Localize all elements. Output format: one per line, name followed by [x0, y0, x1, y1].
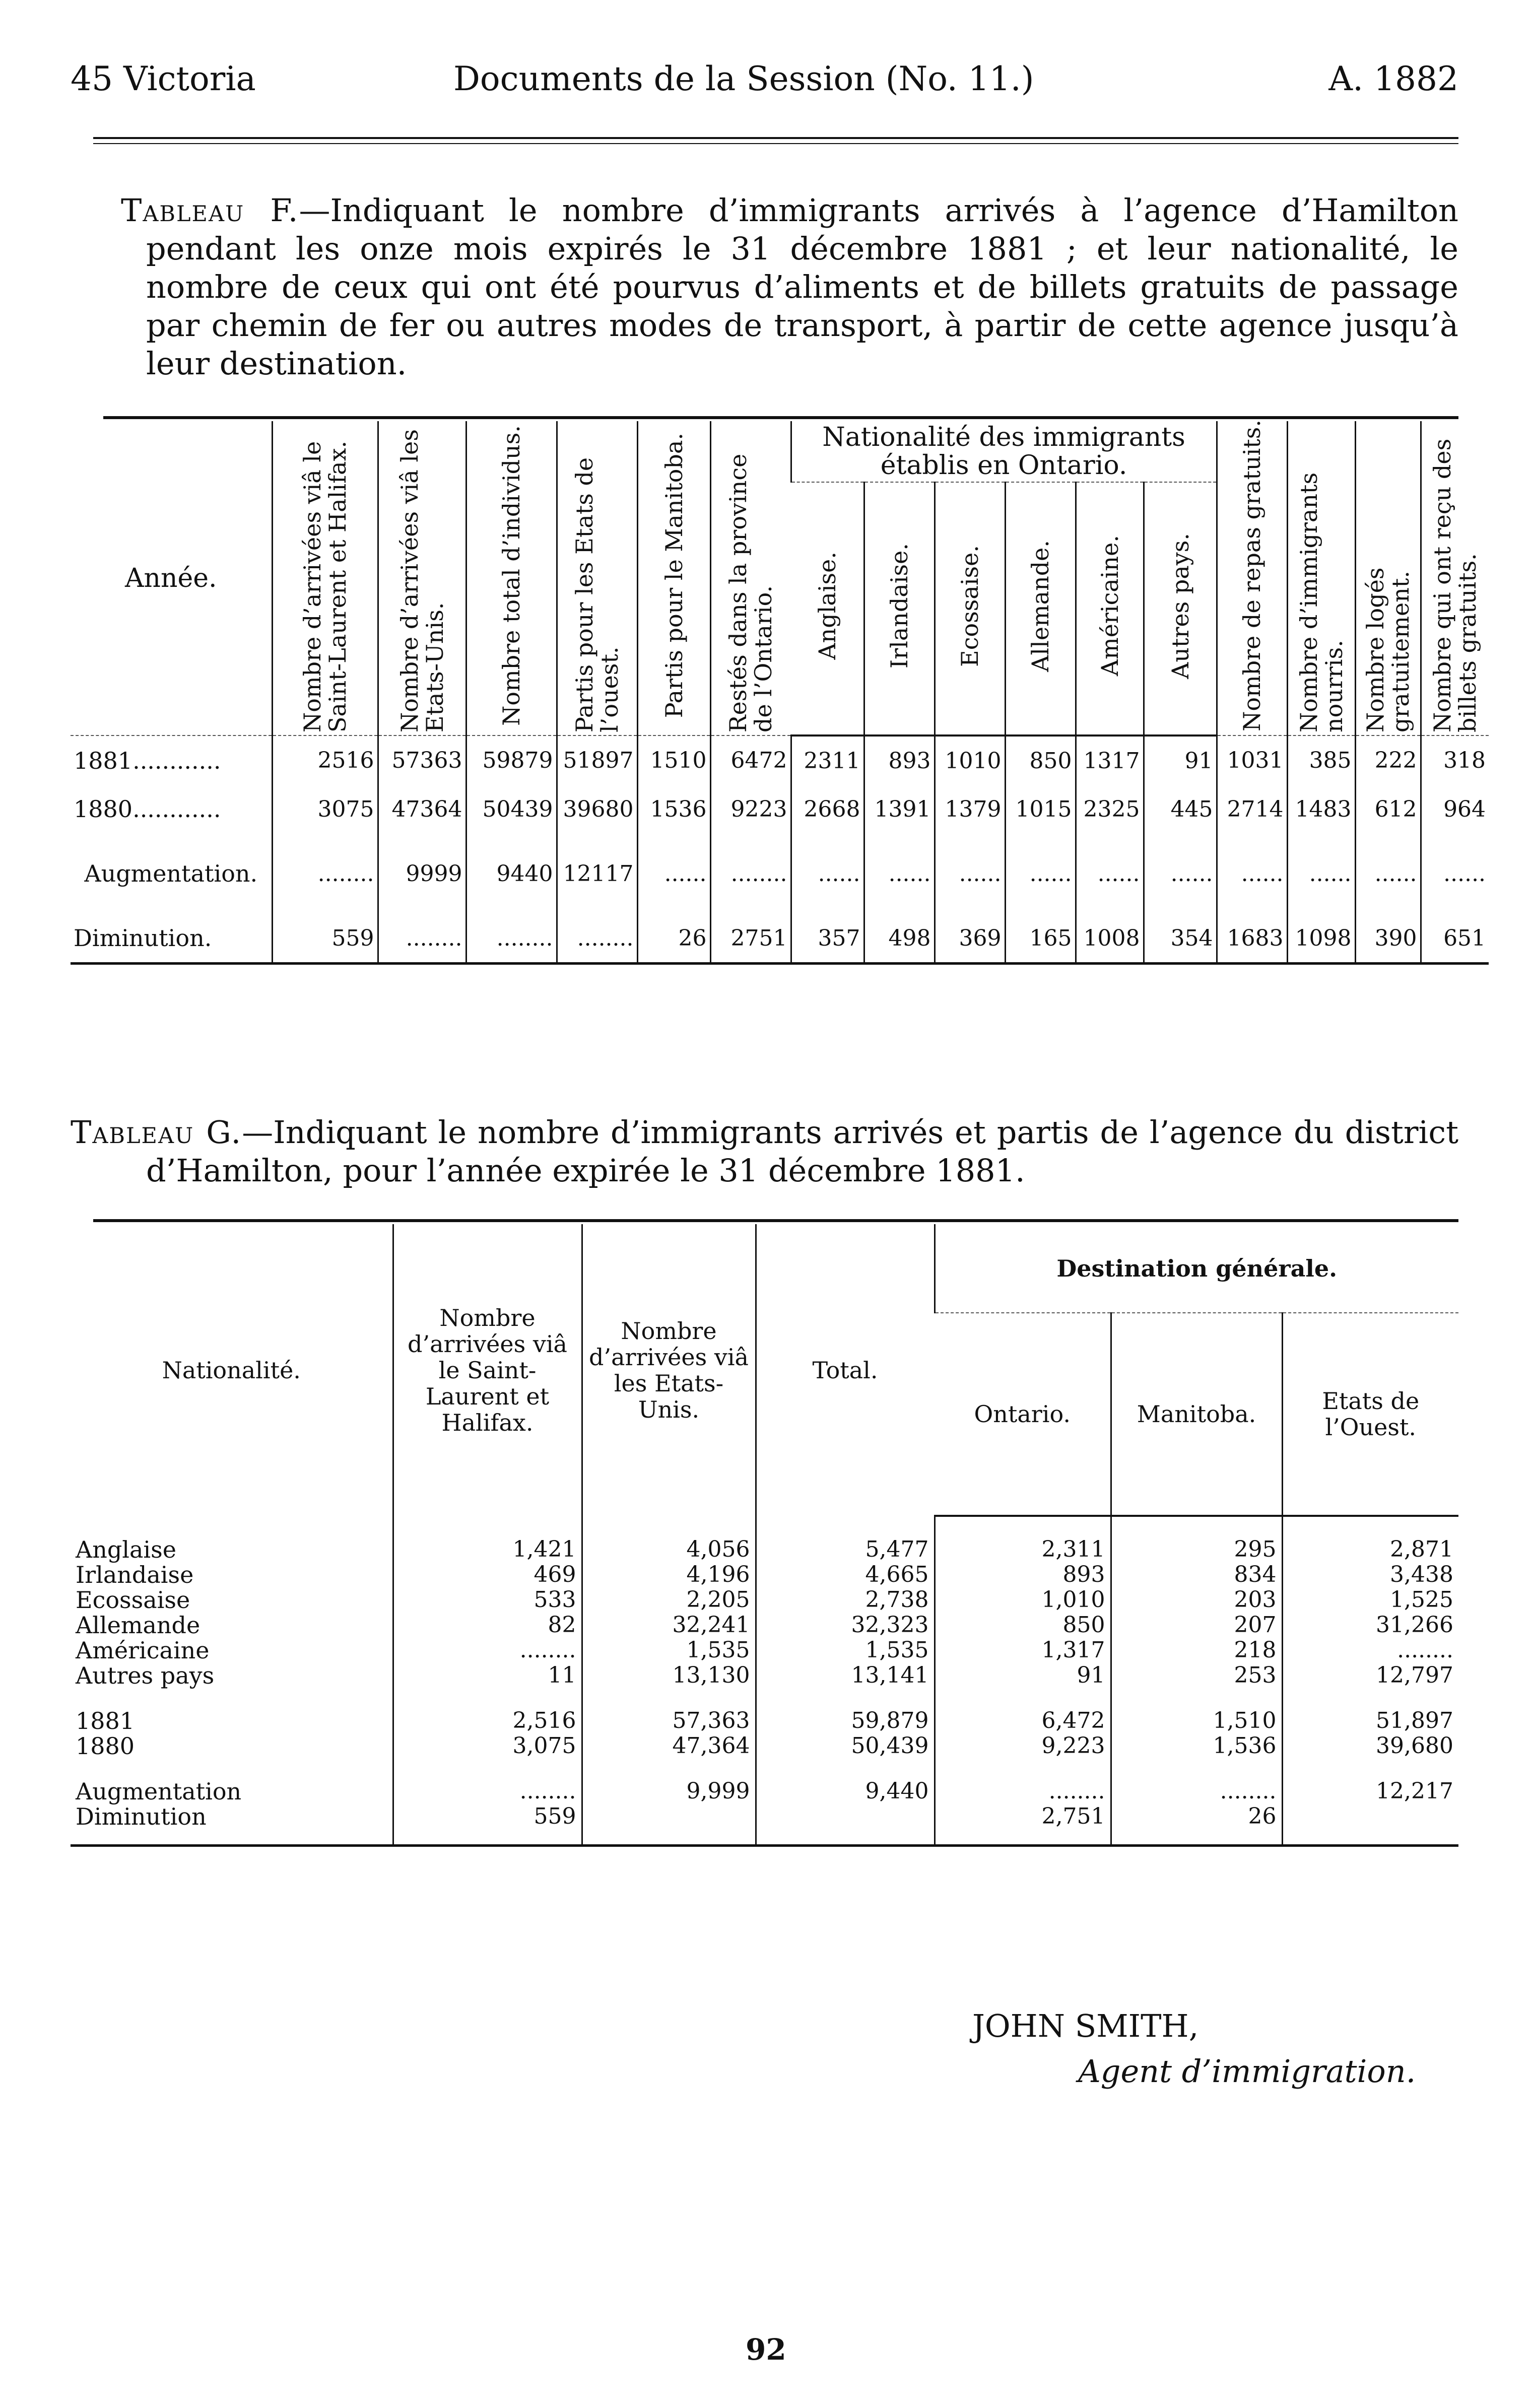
cell: 2,751 — [935, 1804, 1111, 1846]
cell: 39,680 — [1282, 1733, 1458, 1759]
cell: 50439 — [466, 785, 557, 833]
cell: 498 — [864, 914, 935, 964]
cell: ...... — [1076, 833, 1144, 914]
cell: 850 — [1005, 735, 1076, 785]
table-g — [71, 1224, 1458, 1847]
cell: 51897 — [557, 735, 637, 785]
table-row — [71, 1708, 1458, 1733]
row-label: Américaine — [76, 1637, 210, 1664]
cell: 357 — [791, 914, 864, 964]
col-destination: Destination générale. — [935, 1224, 1458, 1313]
col-irlandaise: Irlandaise. — [864, 482, 935, 735]
cell: 1483 — [1287, 785, 1355, 833]
cell: 91 — [1144, 735, 1217, 785]
signature-title: Agent d’immigration. — [1078, 2053, 1416, 2090]
cell: ........ — [272, 833, 378, 914]
cell: 2751 — [710, 914, 791, 964]
cell: 1031 — [1217, 735, 1287, 785]
col-partis-manitoba: Partis pour le Manitoba. — [637, 421, 710, 735]
row-label: 1881............ — [74, 747, 221, 774]
cell: 1,317 — [935, 1638, 1111, 1663]
header-right: A. 1882 — [1328, 59, 1458, 98]
cell: 2668 — [791, 785, 864, 833]
row-label: Diminution — [71, 1804, 393, 1846]
cell: 1,421 — [393, 1537, 582, 1562]
cell: 1317 — [1076, 735, 1144, 785]
cell: ...... — [1217, 833, 1287, 914]
cell: 4,056 — [582, 1537, 756, 1562]
cell: 31,266 — [1282, 1613, 1458, 1638]
col-partis-ouest: Partis pour les Etats de l’ouest. — [557, 421, 637, 735]
row-label: Irlandaise — [76, 1561, 194, 1588]
col-anglaise: Anglaise. — [791, 482, 864, 735]
col-manitoba: Manitoba. — [1111, 1313, 1282, 1516]
table-row — [71, 914, 1489, 964]
row-label: 1881 — [76, 1707, 135, 1734]
cell: 1,535 — [756, 1638, 935, 1663]
col-ecossaise: Ecossaise. — [935, 482, 1005, 735]
cell: 32,241 — [582, 1613, 756, 1638]
header-left: 45 Victoria — [71, 59, 256, 98]
cell: 82 — [393, 1613, 582, 1638]
table-row — [71, 735, 1489, 785]
cell: 369 — [935, 914, 1005, 964]
cell: ...... — [791, 833, 864, 914]
cell: 57,363 — [582, 1708, 756, 1733]
cell: 893 — [935, 1562, 1111, 1587]
col-total: Nombre total d’individus. — [466, 421, 557, 735]
cell: 32,323 — [756, 1613, 935, 1638]
cell: ...... — [935, 833, 1005, 914]
cell: 3,075 — [393, 1733, 582, 1759]
header-rule-thin — [93, 143, 1458, 144]
cell: 12,217 — [1282, 1779, 1458, 1804]
cell: ........ — [557, 914, 637, 964]
cell: 59879 — [466, 735, 557, 785]
cell: 390 — [1355, 914, 1421, 964]
col-loges: Nombre logés gratuitement. — [1355, 421, 1421, 735]
table-row — [71, 785, 1489, 833]
col-repas: Nombre de repas gratuits. — [1217, 421, 1287, 735]
cell: 11 — [393, 1663, 582, 1688]
cell: 559 — [393, 1804, 582, 1846]
table-row — [71, 1779, 1458, 1804]
cell: 12,797 — [1282, 1663, 1458, 1688]
cell: 3075 — [272, 785, 378, 833]
col-group-nationalite: Nationalité des immigrants établis en Ontario. — [791, 421, 1217, 482]
cell: 2,311 — [935, 1537, 1111, 1562]
cell: 354 — [1144, 914, 1217, 964]
cell: 1010 — [935, 735, 1005, 785]
cell: 203 — [1111, 1587, 1282, 1613]
col-arrivees-sl: Nombre d’arrivées viâ le Saint-Laurent et Halifax. — [393, 1224, 582, 1516]
tableau-g-lead: Tableau G. — [71, 1114, 242, 1151]
cell: ........ — [393, 1638, 582, 1663]
cell: 6472 — [710, 735, 791, 785]
cell: 612 — [1355, 785, 1421, 833]
cell: 1536 — [637, 785, 710, 833]
cell: 9999 — [378, 833, 466, 914]
col-arrivees-sl: Nombre d’arrivées viâ le Saint-Laurent et Halifax. — [272, 421, 378, 735]
col-americaine: Américaine. — [1076, 482, 1144, 735]
cell: 207 — [1111, 1613, 1282, 1638]
header-rule — [93, 137, 1458, 139]
cell: 165 — [1005, 914, 1076, 964]
cell: ........ — [466, 914, 557, 964]
cell: 39680 — [557, 785, 637, 833]
cell: 964 — [1421, 785, 1489, 833]
cell: 1,010 — [935, 1587, 1111, 1613]
cell: 318 — [1421, 735, 1489, 785]
signature-name: JOHN SMITH, — [972, 2008, 1199, 2044]
row-label: Autres pays — [76, 1662, 215, 1689]
col-arrivees-eu: Nombre d’arrivées viâ les Etats-Unis. — [378, 421, 466, 735]
row-label: Allemande — [76, 1612, 201, 1639]
table-row — [71, 1537, 1458, 1562]
row-label: Ecossaise — [76, 1586, 190, 1614]
cell: 57363 — [378, 735, 466, 785]
cell: 6,472 — [935, 1708, 1111, 1733]
cell: 1683 — [1217, 914, 1287, 964]
cell: 26 — [637, 914, 710, 964]
table-row — [71, 1587, 1458, 1613]
cell: 2516 — [272, 735, 378, 785]
cell: 13,141 — [756, 1663, 935, 1688]
cell: 1,525 — [1282, 1587, 1458, 1613]
cell: 2,516 — [393, 1708, 582, 1733]
row-label: Augmentation — [76, 1778, 242, 1805]
col-autres-pays: Autres pays. — [1144, 482, 1217, 735]
cell: 47364 — [378, 785, 466, 833]
header-center: Documents de la Session (No. 11.) — [453, 59, 1034, 98]
cell: 893 — [864, 735, 935, 785]
col-annee: Année. — [71, 421, 272, 735]
cell: 469 — [393, 1562, 582, 1587]
cell: 222 — [1355, 735, 1421, 785]
cell: 1,535 — [582, 1638, 756, 1663]
page-number: 92 — [746, 2332, 786, 2367]
table-f — [71, 421, 1489, 965]
cell: 218 — [1111, 1638, 1282, 1663]
cell: 3,438 — [1282, 1562, 1458, 1587]
cell: 651 — [1421, 914, 1489, 964]
row-label: 1880............ — [74, 795, 221, 823]
cell: ...... — [1287, 833, 1355, 914]
table-g-top-rule — [93, 1219, 1458, 1222]
table-row — [71, 833, 1489, 914]
tableau-f-caption-text: —Indiquant le nombre d’immigrants arrivés à l’agence d’Hamilton pendant les onze mois expirés le 31 décembre 1881 ; et leur nationalité, le nombre de ceux qui ont été pourvus d’aliments et de billets gratuits de passage par chemin de fer ou autres modes de transport, à partir de cette agence jusqu’à leur destination. — [146, 192, 1458, 382]
cell: 4,665 — [756, 1562, 935, 1587]
tableau-g-caption — [71, 1113, 1458, 1190]
col-arrivees-eu: Nombre d’arrivées viâ les Etats-Unis. — [582, 1224, 756, 1516]
table-row — [71, 1733, 1458, 1759]
col-allemande: Allemande. — [1005, 482, 1076, 735]
cell: 9223 — [710, 785, 791, 833]
cell: 445 — [1144, 785, 1217, 833]
cell: 9,999 — [582, 1779, 756, 1804]
cell: 26 — [1111, 1804, 1282, 1846]
cell: 850 — [935, 1613, 1111, 1638]
cell: ........ — [393, 1779, 582, 1804]
cell: 9,440 — [756, 1779, 935, 1804]
cell: 5,477 — [756, 1537, 935, 1562]
cell: 1510 — [637, 735, 710, 785]
table-row — [71, 1663, 1458, 1688]
row-label: Diminution. — [71, 914, 272, 964]
col-nourris: Nombre d’immigrants nourris. — [1287, 421, 1355, 735]
cell: 1098 — [1287, 914, 1355, 964]
cell: 2,871 — [1282, 1537, 1458, 1562]
cell: 47,364 — [582, 1733, 756, 1759]
cell: ........ — [1111, 1779, 1282, 1804]
cell: 2,205 — [582, 1587, 756, 1613]
cell: 2311 — [791, 735, 864, 785]
cell: ........ — [1282, 1638, 1458, 1663]
cell: 13,130 — [582, 1663, 756, 1688]
cell: ...... — [637, 833, 710, 914]
row-label: 1880 — [76, 1732, 135, 1760]
cell: 533 — [393, 1587, 582, 1613]
cell: 4,196 — [582, 1562, 756, 1587]
cell: 9,223 — [935, 1733, 1111, 1759]
cell — [1282, 1804, 1458, 1846]
tableau-f-lead: Tableau F. — [121, 192, 299, 229]
cell: ........ — [378, 914, 466, 964]
cell: ...... — [1005, 833, 1076, 914]
table-row — [71, 1613, 1458, 1638]
cell: 559 — [272, 914, 378, 964]
row-label: Augmentation. — [84, 860, 258, 887]
cell: 1379 — [935, 785, 1005, 833]
cell: 385 — [1287, 735, 1355, 785]
cell: 1391 — [864, 785, 935, 833]
cell: 91 — [935, 1663, 1111, 1688]
cell: 2714 — [1217, 785, 1287, 833]
cell: 834 — [1111, 1562, 1282, 1587]
cell: ...... — [864, 833, 935, 914]
cell: 9440 — [466, 833, 557, 914]
col-restes-ontario: Restés dans la province de l’Ontario. — [710, 421, 791, 735]
cell: 1015 — [1005, 785, 1076, 833]
col-total: Total. — [756, 1224, 935, 1516]
cell: 51,897 — [1282, 1708, 1458, 1733]
cell: 295 — [1111, 1537, 1282, 1562]
cell — [582, 1804, 756, 1846]
col-nationalite: Nationalité. — [162, 1356, 301, 1384]
col-ontario: Ontario. — [935, 1313, 1111, 1516]
col-ouest: Etats de l’Ouest. — [1282, 1313, 1458, 1516]
cell: 59,879 — [756, 1708, 935, 1733]
cell: ........ — [935, 1779, 1111, 1804]
cell: 253 — [1111, 1663, 1282, 1688]
cell: 12117 — [557, 833, 637, 914]
tableau-f-caption — [121, 191, 1458, 383]
cell: ...... — [1355, 833, 1421, 914]
row-label: Anglaise — [76, 1536, 176, 1563]
cell: ........ — [710, 833, 791, 914]
cell: 1,510 — [1111, 1708, 1282, 1733]
cell: 2,738 — [756, 1587, 935, 1613]
cell: ...... — [1144, 833, 1217, 914]
table-row — [71, 1562, 1458, 1587]
cell: ...... — [1421, 833, 1489, 914]
cell: 1008 — [1076, 914, 1144, 964]
table-row — [71, 1638, 1458, 1663]
table-row — [71, 1804, 1458, 1846]
cell: 50,439 — [756, 1733, 935, 1759]
cell — [756, 1804, 935, 1846]
cell: 1,536 — [1111, 1733, 1282, 1759]
cell: 2325 — [1076, 785, 1144, 833]
tableau-g-caption-text: —Indiquant le nombre d’immigrants arrivés et partis de l’agence du district d’Hamilton, pour l’année expirée le 31 décembre 1881. — [146, 1114, 1458, 1189]
col-billets: Nombre qui ont reçu des billets gratuits. — [1421, 421, 1489, 735]
